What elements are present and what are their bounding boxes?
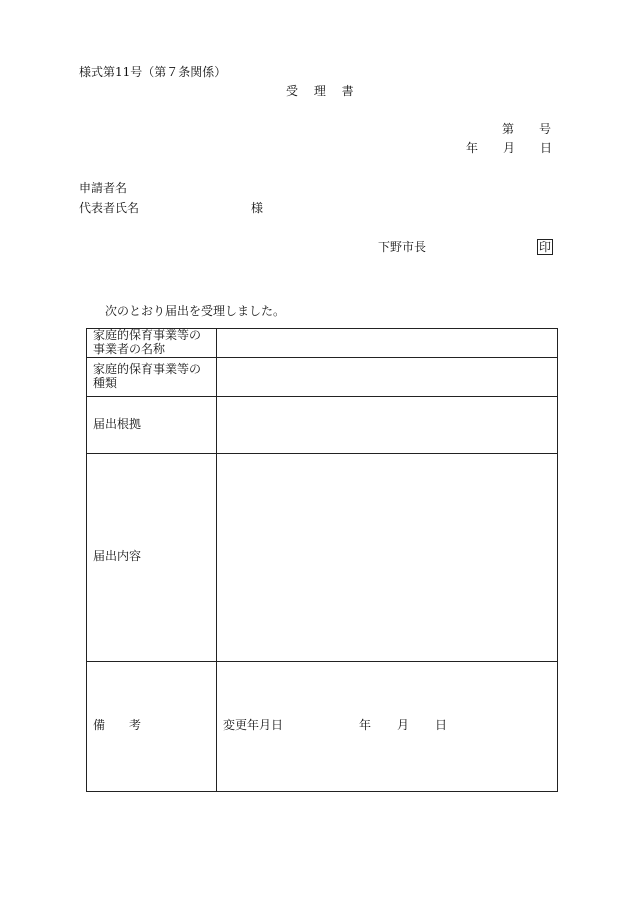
remarks-month: 月 [397, 718, 410, 733]
document-title: 受 理 書 [286, 84, 360, 98]
form-table [86, 328, 558, 792]
honorific-sama: 様 [251, 201, 264, 215]
row-value-remarks[interactable] [217, 661, 558, 791]
number-go: 号 [539, 122, 552, 136]
row-value-business-type[interactable] [217, 357, 558, 396]
issuer-title: 下野市長 [378, 240, 427, 254]
date-year: 年 [466, 141, 479, 155]
row-label-business-type: 家庭的保育事業等の種類 [87, 357, 217, 396]
intro-text: 次のとおり届出を受理しました。 [105, 304, 286, 318]
row-label-business-name: 家庭的保育事業等の事業者の名称 [87, 329, 217, 358]
remarks-day: 日 [435, 718, 448, 733]
remarks-year: 年 [359, 718, 372, 733]
form-number: 様式第11号（第７条関係） [79, 65, 227, 79]
table-row [87, 661, 558, 791]
seal-mark: 印 [539, 240, 552, 254]
row-label-content: 届出内容 [87, 453, 217, 661]
table-row [87, 453, 558, 661]
row-label-remarks: 備 考 [87, 661, 217, 791]
applicant-name-label: 申請者名 [79, 181, 128, 195]
row-label-basis: 届出根拠 [87, 396, 217, 453]
date-month: 月 [503, 141, 516, 155]
representative-label: 代表者氏名 [79, 201, 140, 215]
row-value-content[interactable] [217, 453, 558, 661]
table-row [87, 357, 558, 396]
row-value-basis[interactable] [217, 396, 558, 453]
change-date-label: 変更年月日 [223, 718, 284, 733]
table-row [87, 329, 558, 358]
number-dai: 第 [502, 122, 515, 136]
table-row [87, 396, 558, 453]
date-day: 日 [540, 141, 553, 155]
row-value-business-name[interactable] [217, 329, 558, 358]
